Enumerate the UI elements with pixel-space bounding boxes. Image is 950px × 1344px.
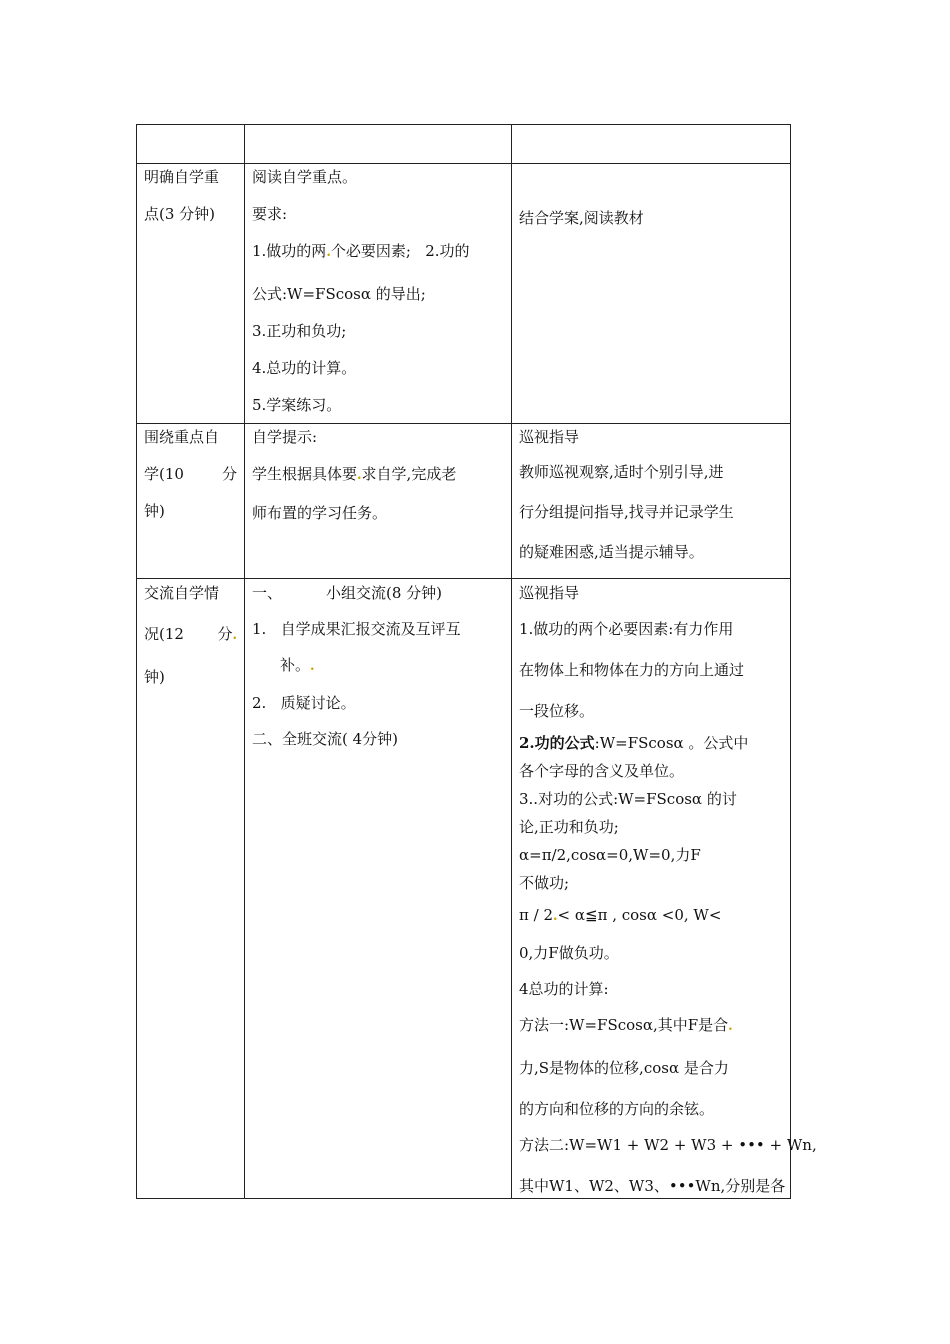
text-line: 一段位移。 <box>519 702 595 720</box>
student-cell <box>512 164 791 424</box>
table-row <box>137 164 791 424</box>
text-line <box>252 241 504 263</box>
text-line: 其中W1、W2、W3、•••Wn,分别是各 <box>519 1177 786 1195</box>
text-fragment: 个必要因素; <box>330 242 411 260</box>
stage-label: 钟) <box>144 502 165 520</box>
text-line: 各个字母的含义及单位。 <box>519 762 685 780</box>
list-item <box>252 693 504 713</box>
teacher-cell <box>245 125 512 164</box>
text-line: 公式:W=FScosα 的导出; <box>252 285 426 303</box>
text-line: α=π/2,cosα=0,W=0,力F <box>519 846 701 864</box>
text-line: 阅读自学重点。 <box>252 168 358 186</box>
section-heading: 二、全班交流( 4分钟) <box>252 730 399 748</box>
text-fragment: 自学成果汇报交流及互评互 <box>280 620 461 638</box>
stage-cell <box>137 125 245 164</box>
dot-mark: . <box>310 659 315 674</box>
text-line: 师布置的学习任务。 <box>252 504 388 522</box>
text-fragment: 小组交流(8 分钟) <box>326 584 443 602</box>
stage-label: 交流自学情 <box>144 584 220 602</box>
student-cell <box>512 125 791 164</box>
text-fragment: 分 <box>221 465 237 483</box>
text-fragment: 求自学,完成老 <box>361 465 457 483</box>
text-fragment <box>217 624 237 646</box>
text-fragment: 补。 <box>280 656 311 674</box>
teacher-cell <box>245 164 512 424</box>
text-line: 方法二:W=W1 + W2 + W3 + ••• + Wn, <box>519 1136 817 1154</box>
text-line: 自学提示: <box>252 428 318 446</box>
stage-cell <box>137 579 245 1199</box>
stage-label: 点(3 分钟) <box>144 205 216 223</box>
text-fragment: 学(10 <box>144 465 184 483</box>
text-line: 3.正功和负功; <box>252 322 347 340</box>
text-line: 5.学案练习。 <box>252 396 342 414</box>
text-fragment: 一、 <box>252 584 283 602</box>
stage-label: 明确自学重 <box>144 168 220 186</box>
text-line <box>519 733 783 753</box>
lesson-plan-table <box>136 124 817 1199</box>
dot-mark: . <box>357 468 362 483</box>
text-line: 教师巡视观察,适时个别引导,进 <box>519 463 724 481</box>
dot-mark: . <box>728 1019 733 1034</box>
text-line: 0,力F做负功。 <box>519 944 619 962</box>
text-fragment: 分 <box>217 625 233 643</box>
stage-cell <box>137 164 245 424</box>
text-line: 要求: <box>252 205 288 223</box>
text-line <box>252 464 504 486</box>
text-fragment: < α≦π , cosα <0, W< <box>557 906 722 924</box>
text-line: 行分组提问指导,找寻并记录学生 <box>519 503 734 521</box>
table-row <box>137 579 791 1199</box>
table-row <box>137 125 791 164</box>
text-fragment: π / 2 <box>519 906 553 924</box>
list-number: 2. <box>252 694 267 712</box>
list-item-continuation <box>252 655 504 677</box>
text-line: 不做功; <box>519 874 570 892</box>
text-fragment: 方法一:W=FScosα,其中F是合 <box>519 1016 729 1034</box>
text-line: 的疑难困惑,适当提示辅导。 <box>519 543 704 561</box>
table-row <box>137 424 791 579</box>
text-line: 巡视指导 <box>519 584 580 602</box>
text-line: 4总功的计算: <box>519 980 609 998</box>
text-line: 论,正功和负功; <box>519 818 619 836</box>
dot-mark: . <box>553 909 558 924</box>
text-line: 4.总功的计算。 <box>252 359 357 377</box>
list-item <box>252 619 504 639</box>
text-fragment: 学生根据具体要 <box>252 465 358 483</box>
bold-label: 2.功的公式 <box>519 734 595 752</box>
text-line: 结合学案,阅读教材 <box>519 209 644 227</box>
stage-label: 围绕重点自 <box>144 428 220 446</box>
text-fragment: 2.功的 <box>425 242 470 260</box>
text-fragment: 质疑讨论。 <box>280 694 356 712</box>
text-line: 在物体上和物体在力的方向上通过 <box>519 661 745 679</box>
teacher-cell <box>245 424 512 579</box>
text-line: 巡视指导 <box>519 428 580 446</box>
text-fragment: :W=FScosα 。公式中 <box>594 734 749 752</box>
text-line: 1.做功的两个必要因素:有力作用 <box>519 620 734 638</box>
text-fragment: 1.做功的两 <box>252 242 327 260</box>
stage-cell <box>137 424 245 579</box>
text-line <box>519 1015 783 1037</box>
text-line: 力,S是物体的位移,cosα 是合力 <box>519 1059 729 1077</box>
teacher-cell <box>245 579 512 1199</box>
dot-mark: . <box>232 628 237 643</box>
text-fragment: 况(12 <box>144 625 184 643</box>
text-line: 3..对功的公式:W=FScosα 的讨 <box>519 790 737 808</box>
stage-label: 钟) <box>144 668 165 686</box>
dot-mark: . <box>326 245 331 260</box>
stage-label <box>144 624 237 646</box>
section-heading <box>252 583 504 603</box>
list-number: 1. <box>252 620 267 638</box>
text-line <box>519 905 783 927</box>
student-cell <box>512 424 791 579</box>
stage-label <box>144 464 237 484</box>
student-cell <box>512 579 817 1199</box>
text-line: 的方向和位移的方向的余铉。 <box>519 1100 715 1118</box>
